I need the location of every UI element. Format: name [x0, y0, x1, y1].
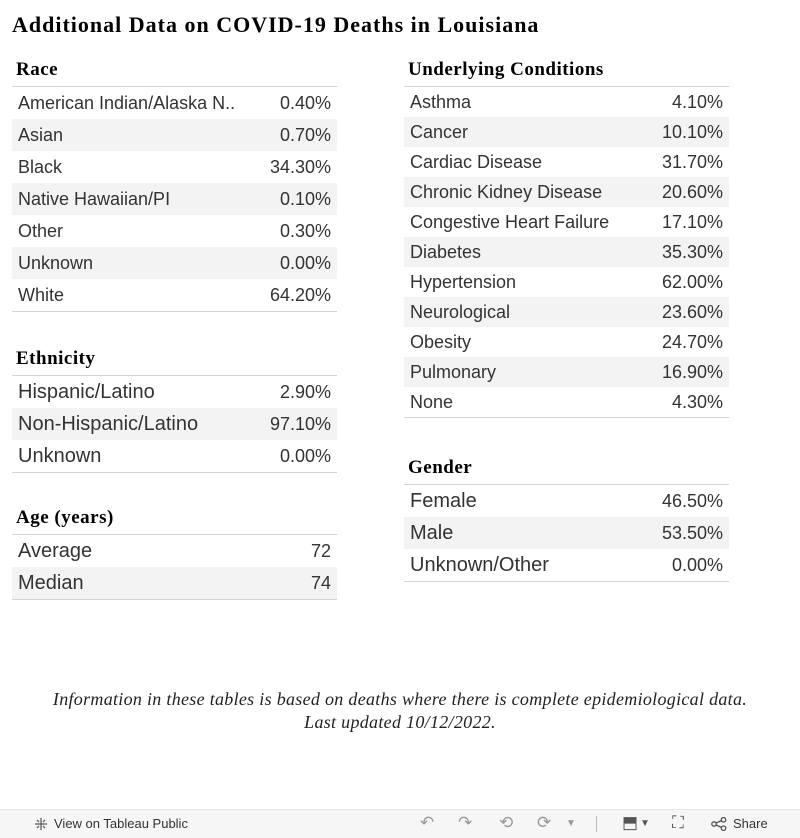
row-value: 16.90%: [661, 361, 723, 382]
row-value: 0.10%: [279, 188, 331, 209]
table-row: [12, 247, 337, 279]
view-on-tableau-label: View on Tableau Public: [54, 816, 188, 831]
footnote: [20, 688, 780, 734]
race-section: [12, 54, 337, 312]
ethnicity-table: [12, 375, 337, 473]
row-label: Congestive Heart Failure: [410, 211, 610, 232]
tableau-icon: [34, 817, 48, 831]
row-label: Unknown/Other: [410, 553, 549, 576]
row-label: Asian: [18, 124, 64, 145]
row-label: Native Hawaiian/PI: [18, 188, 171, 209]
table-row: [404, 357, 729, 387]
toolbar-divider: [596, 816, 597, 832]
row-label: Pulmonary: [410, 361, 497, 382]
row-label: Unknown: [18, 444, 102, 467]
table-row: [404, 549, 729, 581]
row-value: 0.00%: [279, 445, 331, 466]
table-row: [12, 567, 337, 599]
row-label: Neurological: [410, 301, 511, 322]
race-table: [12, 86, 337, 312]
table-row: [404, 267, 729, 297]
table-row: [404, 207, 729, 237]
row-value: 4.30%: [671, 391, 723, 412]
row-label: Asthma: [410, 91, 472, 112]
row-value: 34.30%: [269, 156, 331, 177]
table-row: [404, 297, 729, 327]
row-label: Female: [410, 489, 477, 512]
row-label: None: [410, 391, 454, 412]
row-label: Obesity: [410, 331, 472, 352]
download-dropdown-icon[interactable]: ▼: [640, 818, 650, 829]
conditions-heading: Underlying Conditions: [408, 59, 604, 80]
table-row: [404, 117, 729, 147]
tableau-toolbar: [0, 809, 800, 838]
download-icon[interactable]: ⬒: [622, 813, 639, 832]
row-value: 46.50%: [661, 490, 723, 511]
row-label: Average: [18, 539, 93, 562]
row-label: Hispanic/Latino: [18, 380, 155, 403]
row-value: 10.10%: [661, 121, 723, 142]
row-value: 74: [310, 572, 331, 593]
row-value: 23.60%: [661, 301, 723, 322]
row-label: Hypertension: [410, 271, 517, 292]
page-title: Additional Data on COVID-19 Deaths in Louisiana: [12, 12, 540, 37]
row-label: American Indian/Alaska N..: [18, 92, 236, 113]
row-value: 72: [310, 540, 331, 561]
table-row: [404, 177, 729, 207]
race-heading: Race: [16, 59, 59, 80]
age-table: [12, 534, 337, 600]
table-row: [404, 147, 729, 177]
row-value: 0.40%: [279, 92, 331, 113]
row-value: 20.60%: [661, 181, 723, 202]
table-row: [404, 87, 729, 117]
row-value: 64.20%: [269, 284, 331, 305]
row-value: 53.50%: [661, 522, 723, 543]
footnote-line-1: Information in these tables is based on deaths where there is complete epidemiological data.: [52, 689, 748, 709]
row-value: 0.00%: [671, 554, 723, 575]
row-label: Cardiac Disease: [410, 151, 543, 172]
row-value: 97.10%: [269, 413, 331, 434]
row-label: Non-Hispanic/Latino: [18, 412, 199, 435]
row-label: Median: [18, 571, 84, 594]
view-on-tableau-link[interactable]: [34, 816, 188, 831]
row-label: Male: [410, 521, 454, 544]
gender-table: [404, 484, 729, 582]
gender-section: [404, 452, 729, 582]
row-value: 0.30%: [279, 220, 331, 241]
fullscreen-icon[interactable]: ⛶: [672, 813, 684, 832]
table-row: [12, 376, 337, 408]
row-label: Diabetes: [410, 241, 482, 262]
row-label: Other: [18, 220, 64, 241]
row-value: 0.00%: [279, 252, 331, 273]
ethnicity-heading: Ethnicity: [16, 348, 96, 369]
age-heading: Age (years): [16, 507, 114, 528]
table-row: [404, 387, 729, 417]
table-row: [12, 279, 337, 311]
revert-icon[interactable]: ⟲: [499, 813, 514, 832]
share-label: Share: [733, 816, 768, 831]
row-value: 24.70%: [661, 331, 723, 352]
redo-icon[interactable]: ↷: [458, 813, 473, 832]
table-row: [12, 183, 337, 215]
row-value: 62.00%: [661, 271, 723, 292]
table-row: [12, 440, 337, 472]
row-label: White: [18, 284, 65, 305]
row-label: Cancer: [410, 121, 469, 142]
undo-icon[interactable]: ↶: [420, 813, 435, 832]
conditions-table: [404, 86, 729, 418]
row-value: 4.10%: [671, 91, 723, 112]
table-row: [404, 517, 729, 549]
row-value: 31.70%: [661, 151, 723, 172]
table-row: [12, 215, 337, 247]
refresh-icon[interactable]: ⟳: [537, 813, 552, 832]
ethnicity-section: [12, 343, 337, 473]
table-row: [404, 327, 729, 357]
share-button[interactable]: [711, 816, 768, 831]
table-row: [12, 535, 337, 567]
row-value: 0.70%: [279, 124, 331, 145]
age-section: [12, 502, 337, 600]
row-value: 35.30%: [661, 241, 723, 262]
row-label: Black: [18, 156, 63, 177]
row-value: 2.90%: [279, 381, 331, 402]
table-row: [12, 119, 337, 151]
row-label: Unknown: [18, 252, 94, 273]
footnote-line-2: Last updated 10/12/2022.: [304, 712, 496, 732]
row-label: Chronic Kidney Disease: [410, 181, 603, 202]
gender-heading: Gender: [408, 457, 473, 478]
pause-dropdown-icon[interactable]: ▼: [566, 818, 576, 829]
row-value: 17.10%: [661, 211, 723, 232]
table-row: [12, 408, 337, 440]
table-row: [12, 151, 337, 183]
table-row: [404, 485, 729, 517]
share-icon: [711, 817, 727, 831]
conditions-section: [404, 54, 729, 418]
table-row: [404, 237, 729, 267]
table-row: [12, 87, 337, 119]
